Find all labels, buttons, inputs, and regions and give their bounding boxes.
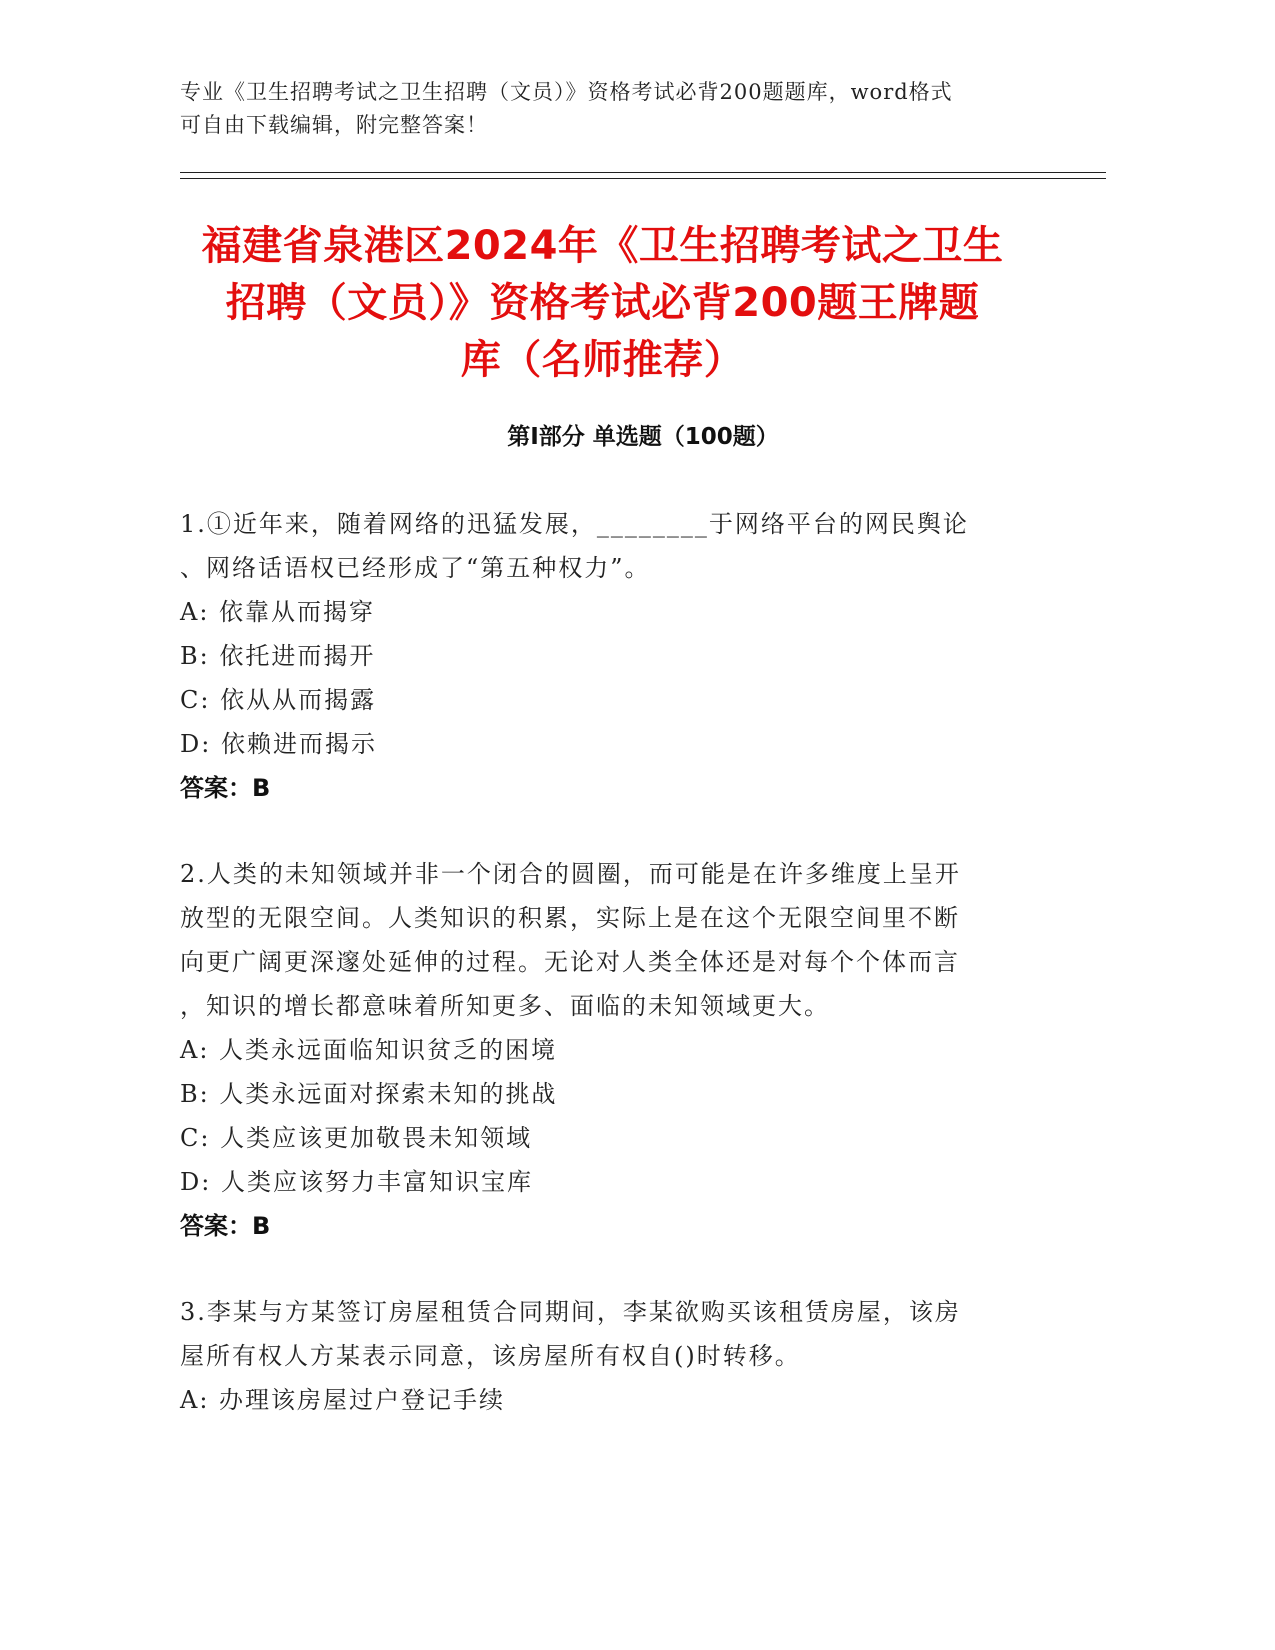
question-option-a: A: 人类永远面临知识贫乏的困境 <box>180 1036 558 1064</box>
question-1 <box>180 502 1060 810</box>
question-stem-line: 放型的无限空间。人类知识的积累，实际上是在这个无限空间里不断 <box>180 904 960 932</box>
question-3 <box>180 1290 1060 1422</box>
question-answer: 答案：B <box>180 774 271 802</box>
question-option-c: C: 人类应该更加敬畏未知领域 <box>180 1124 533 1152</box>
question-answer: 答案：B <box>180 1212 271 1240</box>
document-title <box>165 218 1040 389</box>
header-note <box>180 76 1040 142</box>
question-list <box>180 502 1060 1464</box>
question-stem-line: 、网络话语权已经形成了“第五种权力”。 <box>180 554 651 582</box>
question-2 <box>180 852 1060 1248</box>
header-note-line-2: 可自由下载编辑，附完整答案！ <box>180 113 488 137</box>
section-heading: 第Ⅰ部分 单选题（100题） <box>507 424 779 450</box>
question-option-a: A: 办理该房屋过户登记手续 <box>180 1386 506 1414</box>
question-option-b: B: 依托进而揭开 <box>180 642 376 670</box>
header-note-line-1: 专业《卫生招聘考试之卫生招聘（文员）》资格考试必背200题题库，word格式 <box>180 80 953 104</box>
question-option-c: C: 依从从而揭露 <box>180 686 377 714</box>
question-stem-line: 2.人类的未知领域并非一个闭合的圆圈，而可能是在许多维度上呈开 <box>180 860 961 888</box>
question-option-d: D: 人类应该努力丰富知识宝库 <box>180 1168 533 1196</box>
title-line-2: 招聘（文员）》资格考试必背200题王牌题 <box>225 280 980 326</box>
question-option-d: D: 依赖进而揭示 <box>180 730 377 758</box>
question-stem-line: ，知识的增长都意味着所知更多、面临的未知领域更大。 <box>180 992 830 1020</box>
question-stem-line: 3.李某与方某签订房屋租赁合同期间，李某欲购买该租赁房屋，该房 <box>180 1298 961 1326</box>
header-rule-top <box>180 172 1106 173</box>
title-line-1: 福建省泉港区2024年《卫生招聘考试之卫生 <box>201 223 1004 269</box>
title-line-3: 库（名师推荐） <box>460 337 745 383</box>
question-option-a: A: 依靠从而揭穿 <box>180 598 376 626</box>
question-stem-line: 向更广阔更深邃处延伸的过程。无论对人类全体还是对每个个体而言 <box>180 948 960 976</box>
header-rule-bottom <box>180 178 1106 179</box>
question-option-b: B: 人类永远面对探索未知的挑战 <box>180 1080 558 1108</box>
question-stem-line: 屋所有权人方某表示同意，该房屋所有权自()时转移。 <box>180 1342 801 1370</box>
question-stem-line: 1.①近年来，随着网络的迅猛发展，________于网络平台的网民舆论 <box>180 510 969 538</box>
